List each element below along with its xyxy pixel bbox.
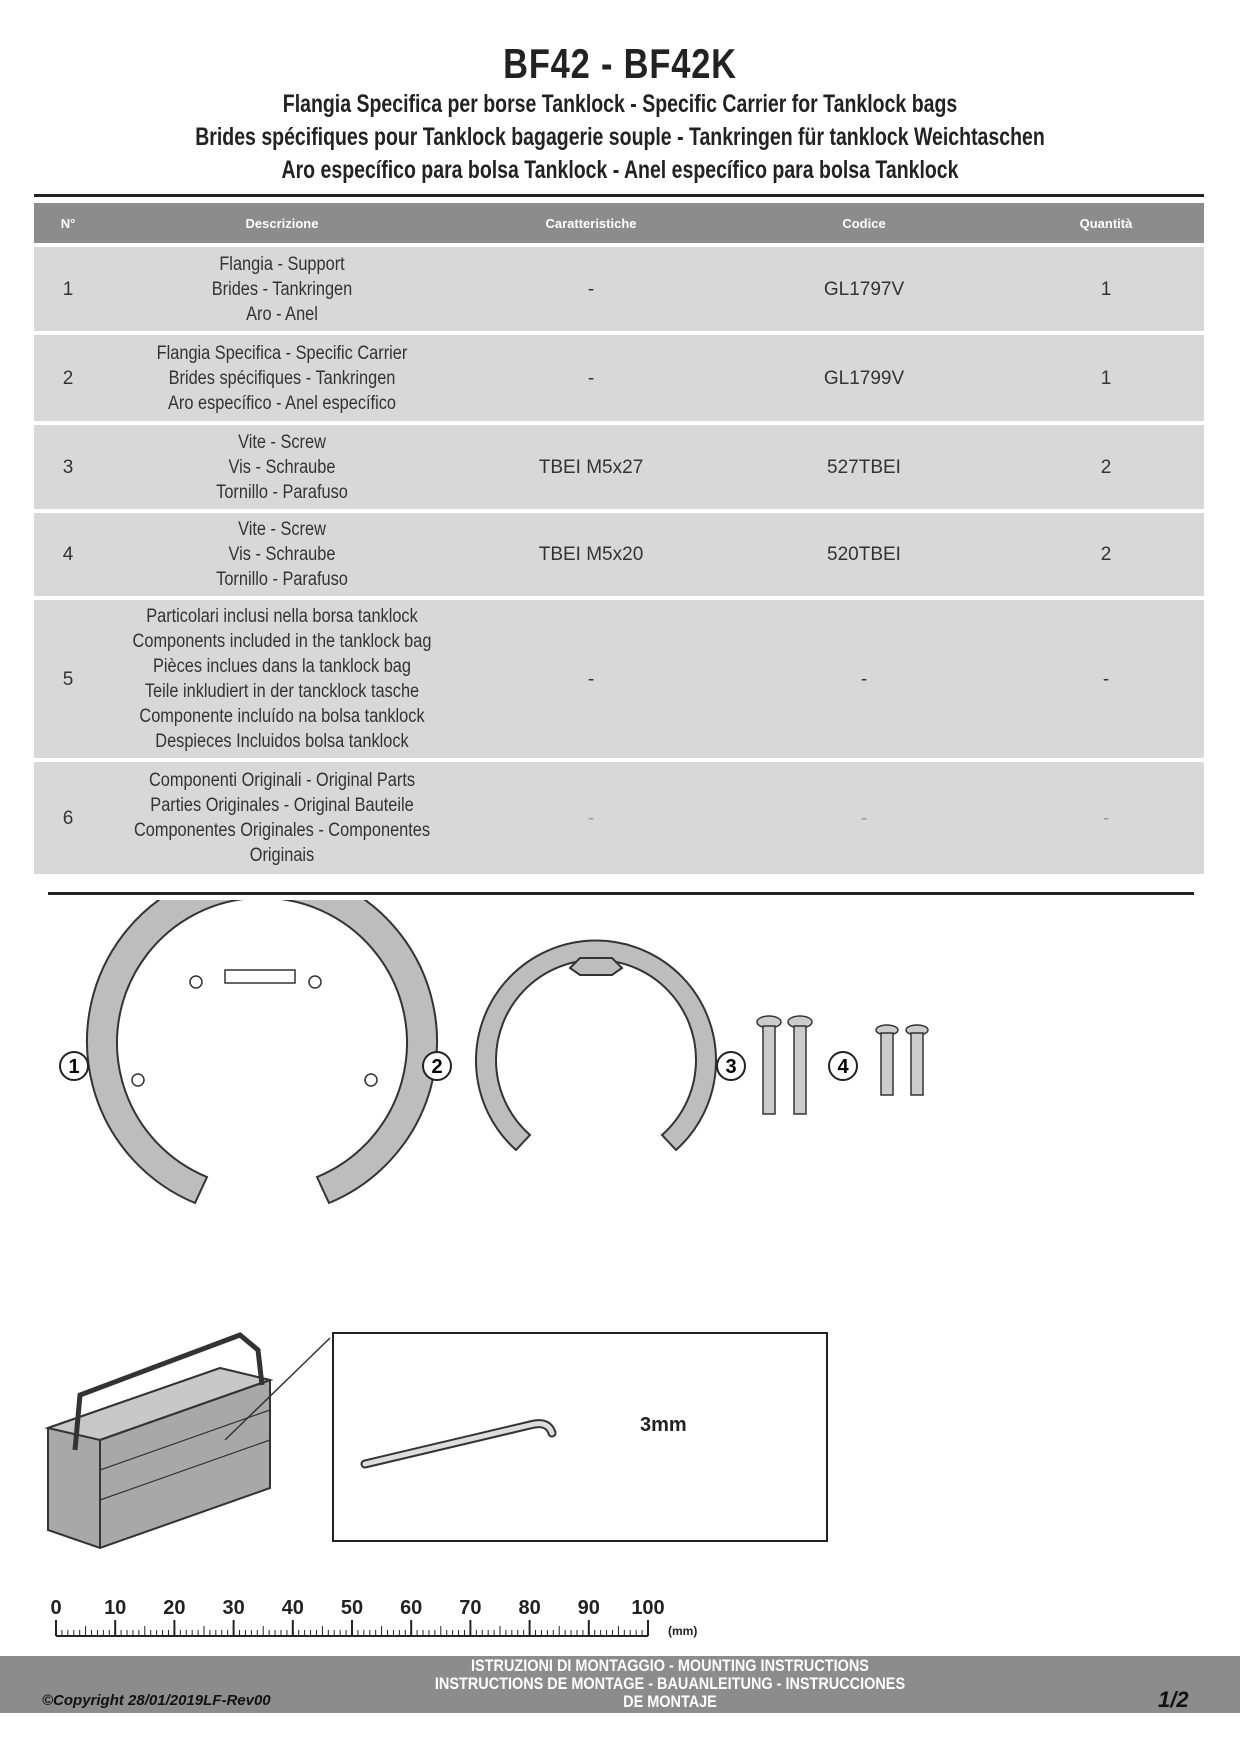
ruler-label: 0 [50, 1597, 62, 1619]
subtitle-line-1: Flangia Specifica per borse Tanklock - Specific Carrier for Tanklock bags [282, 90, 958, 118]
header-characteristics: Caratteristiche [462, 203, 720, 243]
copyright-text: ©Copyright 28/01/2019LF-Rev00 [42, 1692, 271, 1709]
title-divider [34, 194, 1204, 197]
ruler-label: 80 [518, 1597, 541, 1619]
row-characteristics: - [462, 600, 720, 758]
row-characteristics: TBEI M5x27 [462, 425, 720, 509]
ruler-label: 40 [281, 1597, 304, 1619]
row-code: - [720, 762, 1008, 874]
row-characteristics: - [462, 247, 720, 331]
header-number: N° [34, 203, 102, 243]
table-row [34, 425, 1204, 509]
row-number: 6 [34, 762, 102, 874]
tool-detail-box [333, 1333, 827, 1541]
table-row [34, 335, 1204, 421]
svg-text:3: 3 [725, 1056, 737, 1078]
header-code: Codice [720, 203, 1008, 243]
row-quantity: 2 [1008, 513, 1204, 596]
table-row [34, 247, 1204, 331]
row-quantity: 2 [1008, 425, 1204, 509]
row-quantity: 1 [1008, 247, 1204, 331]
subtitle-line-2: Brides spécifiques pour Tanklock bagagerie souple - Tankringen für tanklock Weichtaschen [195, 123, 1045, 151]
ruler-label: 70 [459, 1597, 482, 1619]
ruler-label: 100 [631, 1597, 665, 1619]
tools-illustration [0, 1320, 900, 1560]
ruler-label: 90 [577, 1597, 600, 1619]
ruler-label: 20 [163, 1597, 186, 1619]
ruler-label: 10 [104, 1597, 127, 1619]
footer-line-2: INSTRUCTIONS DE MONTAGE - BAUANLEITUNG - INSTRUCCIONES [434, 1674, 906, 1693]
callout-1 [60, 1052, 88, 1080]
row-description: Flangia - Support Brides - Tankringen Aro - Anel [102, 247, 462, 331]
row-code: 520TBEI [720, 513, 1008, 596]
ruler-label: 60 [400, 1597, 423, 1619]
table-divider [48, 892, 1194, 895]
title-block [0, 40, 1240, 187]
svg-text:1: 1 [68, 1056, 80, 1078]
footer-line-1: ISTRUZIONI DI MONTAGGIO - MOUNTING INSTRUCTIONS [471, 1656, 869, 1675]
table-row [34, 600, 1204, 758]
row-description: Particolari inclusi nella borsa tanklock Components included in the tanklock bag Pièces inclues dans la tanklock bag Teile inkludiert in der tancklock tasche Componente incluído na bolsa tanklock Despieces Incluidos bolsa tanklock [102, 600, 462, 758]
screw-m5x27-drawing [757, 1016, 812, 1114]
row-number: 4 [34, 513, 102, 596]
ruler [0, 1590, 760, 1660]
allen-key-size: 3mm [640, 1414, 687, 1436]
row-quantity: - [1008, 600, 1204, 758]
footer-instructions [300, 1657, 1040, 1711]
table-row [34, 762, 1204, 874]
toolbox-drawing [48, 1335, 270, 1548]
row-quantity: 1 [1008, 335, 1204, 421]
row-number: 1 [34, 247, 102, 331]
row-characteristics: - [462, 335, 720, 421]
callout-3 [717, 1052, 745, 1080]
row-description: Flangia Specifica - Specific Carrier Brides spécifiques - Tankringen Aro específico - Anel específico [102, 335, 462, 421]
row-characteristics: TBEI M5x20 [462, 513, 720, 596]
page-number: 1/2 [1158, 1687, 1189, 1712]
specific-carrier-drawing [476, 941, 716, 1150]
header-description: Descrizione [102, 203, 462, 243]
row-number: 5 [34, 600, 102, 758]
row-description: Vite - Screw Vis - Schraube Tornillo - Parafuso [102, 425, 462, 509]
ruler-unit: (mm) [668, 1624, 698, 1638]
row-quantity: - [1008, 762, 1204, 874]
ruler-label: 50 [340, 1597, 364, 1619]
ruler-label: 30 [222, 1597, 245, 1619]
row-description: Componenti Originali - Original Parts Parties Originales - Original Bauteile Componentes Originales - Componentes Originais [102, 762, 462, 874]
page-title: BF42 - BF42K [503, 40, 737, 87]
row-code: GL1799V [720, 335, 1008, 421]
callout-4 [829, 1052, 857, 1080]
flange-support-drawing [87, 900, 437, 1203]
callout-2 [423, 1052, 451, 1080]
subtitle-line-3: Aro específico para bolsa Tanklock - Anel específico para bolsa Tanklock [281, 156, 959, 184]
parts-table [34, 199, 1204, 878]
table-row [34, 513, 1204, 596]
svg-text:2: 2 [431, 1056, 443, 1078]
screw-m5x20-drawing [876, 1025, 928, 1095]
row-number: 2 [34, 335, 102, 421]
row-characteristics: - [462, 762, 720, 874]
row-description: Vite - Screw Vis - Schraube Tornillo - Parafuso [102, 513, 462, 596]
header-quantity: Quantità [1008, 203, 1204, 243]
row-code: - [720, 600, 1008, 758]
row-number: 3 [34, 425, 102, 509]
footer-line-3: DE MONTAJE [623, 1692, 717, 1711]
table-header-row [34, 203, 1204, 243]
svg-text:4: 4 [837, 1056, 849, 1078]
parts-illustration [0, 900, 1240, 1230]
row-code: GL1797V [720, 247, 1008, 331]
row-code: 527TBEI [720, 425, 1008, 509]
